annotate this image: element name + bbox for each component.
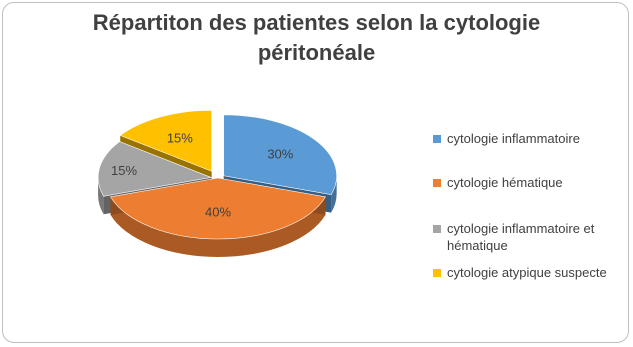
legend-label-inflammatoire-hematique: cytologie inflammatoire et hématique [447,221,595,253]
data-label-inflammatoire: 30% [267,146,294,162]
legend-swatch-hematique [433,179,441,187]
legend-swatch-inflammatoire-hematique [433,225,441,233]
legend-label-hematique: cytologie hématique [447,175,563,190]
legend-swatch-atypique [433,269,441,277]
chart-title-line-2: péritonéale [257,40,376,65]
data-label-inflammatoire-hematique: 15% [111,162,138,178]
legend-swatch-inflammatoire [433,135,441,143]
legend-label-inflammatoire: cytologie inflammatoire [447,131,580,146]
data-label-hematique: 40% [204,204,232,220]
chart-title-line-1: Répartiton des patientes selon la cytologie [92,10,541,35]
legend-label-atypique: cytologie atypique suspecte [447,265,607,280]
data-label-atypique: 15% [166,130,193,146]
